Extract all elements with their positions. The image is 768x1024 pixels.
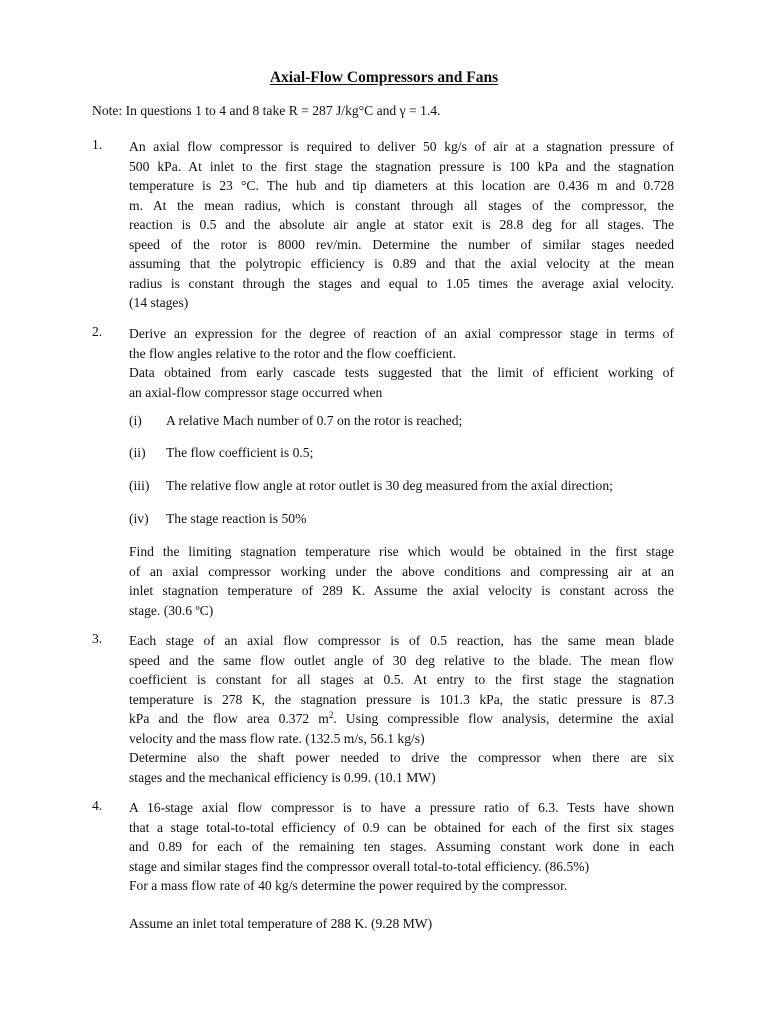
question-1-number: 1. (92, 137, 103, 152)
text-line: 500 kPa. At inlet to the first stage the stagnation pressure is 100 kPa and the stagnation (129, 158, 674, 174)
text-line: Each stage of an axial flow compressor is of 0.5 reaction, has the same mean blade (129, 633, 674, 648)
answer-line: (14 stages) (129, 295, 189, 310)
text-line: reaction is 0.5 and the absolute air angle at stator exit is 28.8 deg for all stages. The (129, 217, 674, 232)
text-line: an axial-flow compressor stage occurred when (129, 384, 383, 400)
question-1-text (129, 137, 674, 313)
text-line: of an axial compressor working under the above conditions and compressing air at an (129, 563, 674, 579)
question-2-find (129, 542, 674, 620)
text-line: Data obtained from early cascade tests suggested that the limit of efficient working of (129, 365, 674, 380)
question-3-number: 3. (92, 631, 103, 646)
item-text: The relative flow angle at rotor outlet is 30 deg measured from the axial direction; (166, 478, 613, 493)
text-line: assuming that the polytropic efficiency is 0.89 and that the axial velocity at the mean (129, 256, 674, 271)
question-4-number: 4. (92, 798, 103, 813)
text-line: coefficient is constant for all stages at 0.5. At entry to the first stage the stagnation (129, 672, 674, 687)
question-2-number: 2. (92, 324, 103, 339)
question-4-final (129, 914, 674, 934)
text-line (129, 709, 674, 729)
answer-line: Assume an inlet total temperature of 288 K. (9.28 MW) (129, 916, 433, 931)
item-text: The flow coefficient is 0.5; (166, 445, 314, 460)
question-2-intro (129, 324, 674, 402)
item-text: The stage reaction is 50% (166, 511, 307, 526)
item-label: (ii) (129, 445, 146, 460)
text-line: the flow angles relative to the rotor and the flow coefficient. (129, 345, 457, 361)
area-text-post: . Using compressible flow analysis, determine the axial (333, 711, 674, 726)
page-title: Axial-Flow Compressors and Fans (269, 69, 499, 86)
text-line: For a mass flow rate of 40 kg/s determine the power required by the compressor. (129, 878, 568, 893)
answer-line: stage and similar stages find the compressor overall total-to-total efficiency. (86.5%) (129, 858, 590, 874)
text-line: and 0.89 for each of the remaining ten stages. Assuming constant work done in each (129, 839, 674, 854)
item-label: (iv) (129, 511, 149, 526)
item-label: (i) (129, 413, 142, 428)
item-text: A relative Mach number of 0.7 on the rotor is reached; (166, 413, 463, 428)
answer-line: stage. (30.6 ºC) (129, 602, 214, 618)
text-line: A 16-stage axial flow compressor is to have a pressure ratio of 6.3. Tests have shown (129, 800, 674, 815)
text-line: radius is constant through the stages and equal to 1.05 times the average axial velocity. (129, 275, 674, 291)
text-line: m. At the mean radius, which is constant through all stages of the compressor, the (129, 197, 674, 213)
text-line: Find the limiting stagnation temperature rise which would be obtained in the first stage (129, 544, 674, 559)
text-line: inlet stagnation temperature of 289 K. Assume the axial velocity is constant across the (129, 583, 674, 598)
superscript: 2 (328, 710, 334, 720)
text-line: speed and the same flow outlet angle of 30 deg relative to the blade. The mean flow (129, 652, 674, 668)
note-line: Note: In questions 1 to 4 and 8 take R = 287 J/kg°C and γ = 1.4. (92, 103, 441, 118)
answer-line: stages and the mechanical efficiency is 0.99. (10.1 MW) (129, 769, 436, 785)
text-line: An axial flow compressor is required to deliver 50 kg/s of air at a stagnation pressure of (129, 139, 674, 154)
text-line: Determine also the shaft power needed to drive the compressor when there are six (129, 750, 674, 765)
text-line: that a stage total-to-total efficiency of 0.9 can be obtained for each of the first six stages (129, 819, 674, 835)
question-3-text (129, 631, 674, 787)
question-4-text (129, 798, 674, 896)
text-line: temperature is 23 °C. The hub and tip diameters at this location are 0.436 m and 0.728 (129, 178, 674, 193)
text-line: speed of the rotor is 8000 rev/min. Determine the number of similar stages needed (129, 236, 674, 252)
area-text: kPa and the flow area 0.372 m (129, 711, 329, 726)
item-label: (iii) (129, 478, 150, 493)
answer-line: velocity and the mass flow rate. (132.5 m/s, 56.1 kg/s) (129, 730, 425, 746)
text-line: Derive an expression for the degree of reaction of an axial compressor stage in terms of (129, 326, 674, 341)
text-line: temperature is 278 K, the stagnation pressure is 101.3 kPa, the static pressure is 87.3 (129, 691, 674, 707)
